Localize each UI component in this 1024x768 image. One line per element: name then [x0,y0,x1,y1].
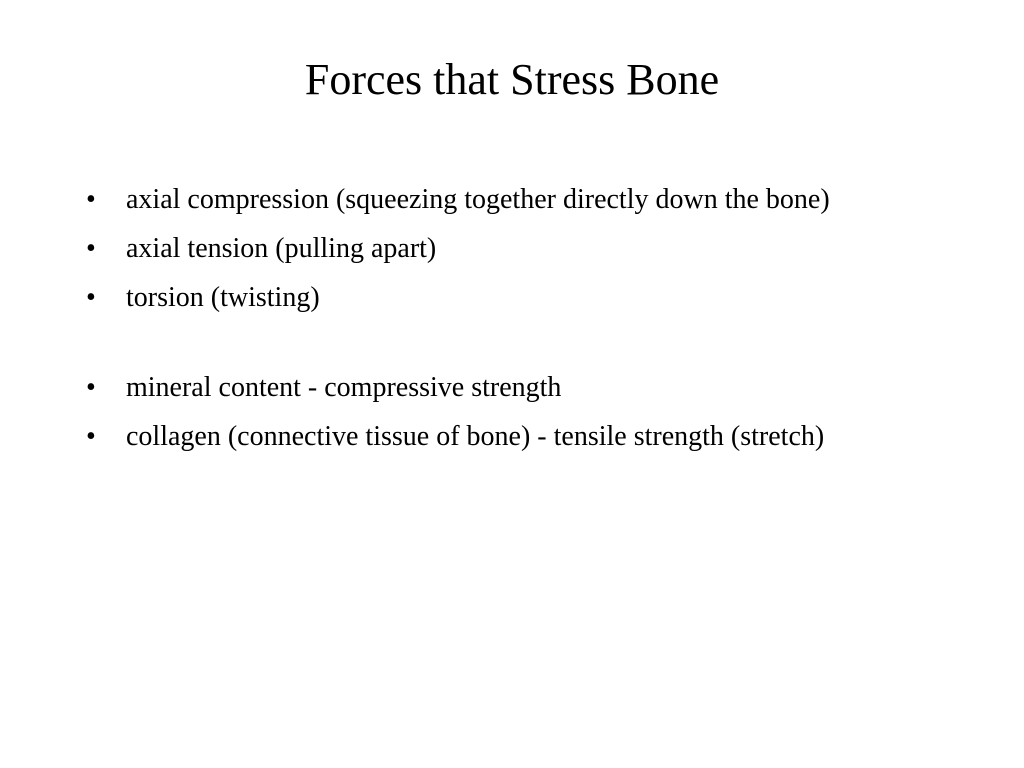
bullet-icon: • [86,282,96,313]
bullet-icon: • [86,233,96,264]
bullet-item-mineral-content [86,368,926,408]
bullet-item-axial-compression [86,180,926,220]
bullet-icon: • [86,372,96,403]
bullet-item-torsion [86,278,926,318]
bullet-item-axial-tension [86,229,926,269]
bullet-item-collagen [86,417,926,457]
bullet-text: axial tension (pulling apart) [126,233,437,264]
bullet-text: mineral content - compressive strength [126,372,562,403]
bullet-list [86,180,926,466]
bullet-icon: • [86,421,96,452]
bullet-text: axial compression (squeezing together directly down the bone) [126,184,830,215]
slide-title: Forces that Stress Bone [304,55,720,104]
bullet-text: torsion (twisting) [126,282,320,313]
bullet-icon: • [86,184,96,215]
bullet-text: collagen (connective tissue of bone) - tensile strength (stretch) [126,421,825,452]
